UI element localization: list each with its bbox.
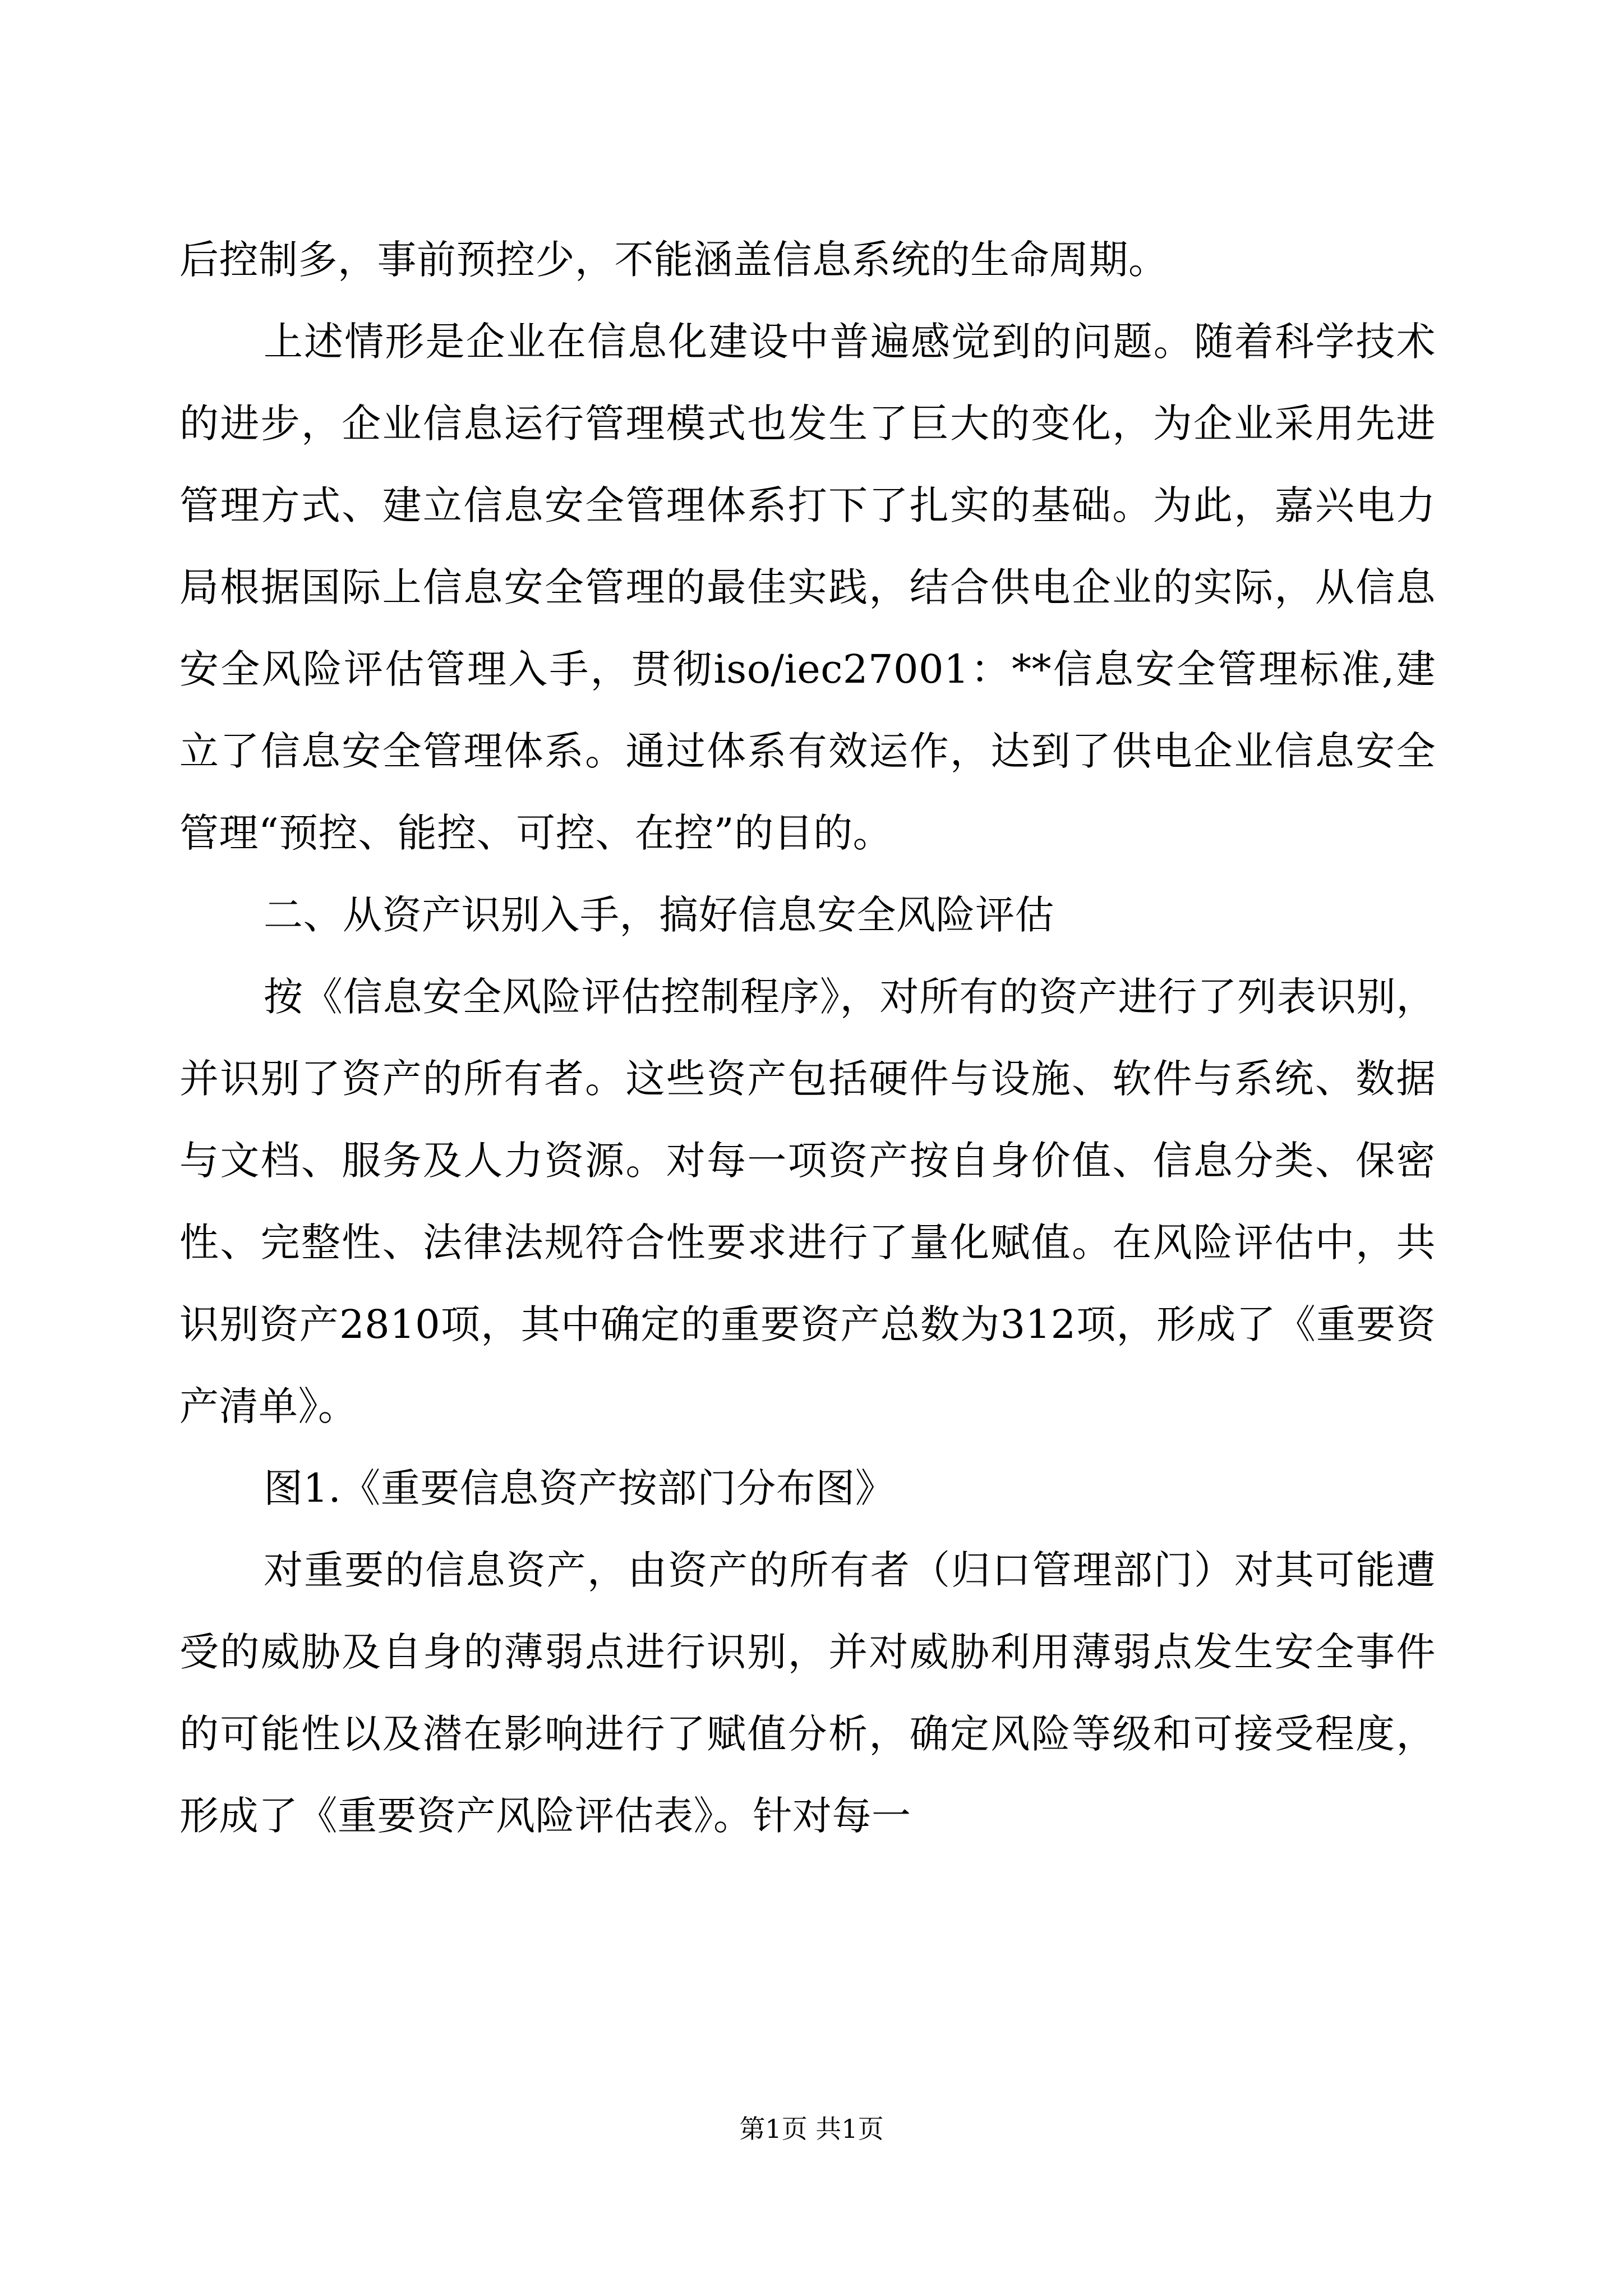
document-body xyxy=(179,219,1436,1857)
paragraph-risk-assessment: 对重要的信息资产，由资产的所有者（归口管理部门）对其可能遭受的威胁及自身的薄弱点进行识别，并对威胁利用薄弱点发生安全事件的可能性以及潜在影响进行了赋值分析，确定风险等级和可接受程度，形成了《重要资产风险评估表》。针对每一 xyxy=(179,1547,1436,1839)
paragraph-asset-identification: 按《信息安全风险评估控制程序》，对所有的资产进行了列表识别，并识别了资产的所有者。这些资产包括硬件与设施、软件与系统、数据与文档、服务及人力资源。对每一项资产按自身价值、信息分类、保密性、完整性、法律法规符合性要求进行了量化赋值。在风险评估中，共识别资产2810项，其中确定的重要资产总数为312项，形成了《重要资产清单》。 xyxy=(179,974,1436,1429)
figure-caption: 图1.《重要信息资产按部门分布图》 xyxy=(264,1465,895,1511)
page-footer: 第1页 共1页 xyxy=(739,2114,884,2144)
paragraph-background: 上述情形是企业在信息化建设中普遍感觉到的问题。随着科学技术的进步，企业信息运行管理模式也发生了巨大的变化，为企业采用先进管理方式、建立信息安全管理体系打下了扎实的基础。为此，嘉兴电力局根据国际上信息安全管理的最佳实践，结合供电企业的实际，从信息安全风险评估管理入手，贯彻iso/iec27001：**信息安全管理标准,建立了信息安全管理体系。通过体系有效运作，达到了供电企业信息安全管理“预控、能控、可控、在控”的目的。 xyxy=(179,319,1436,856)
section-heading: 二、从资产识别入手，搞好信息安全风险评估 xyxy=(264,892,1054,938)
paragraph-continuation: 后控制多，事前预控少，不能涵盖信息系统的生命周期。 xyxy=(179,237,1168,283)
